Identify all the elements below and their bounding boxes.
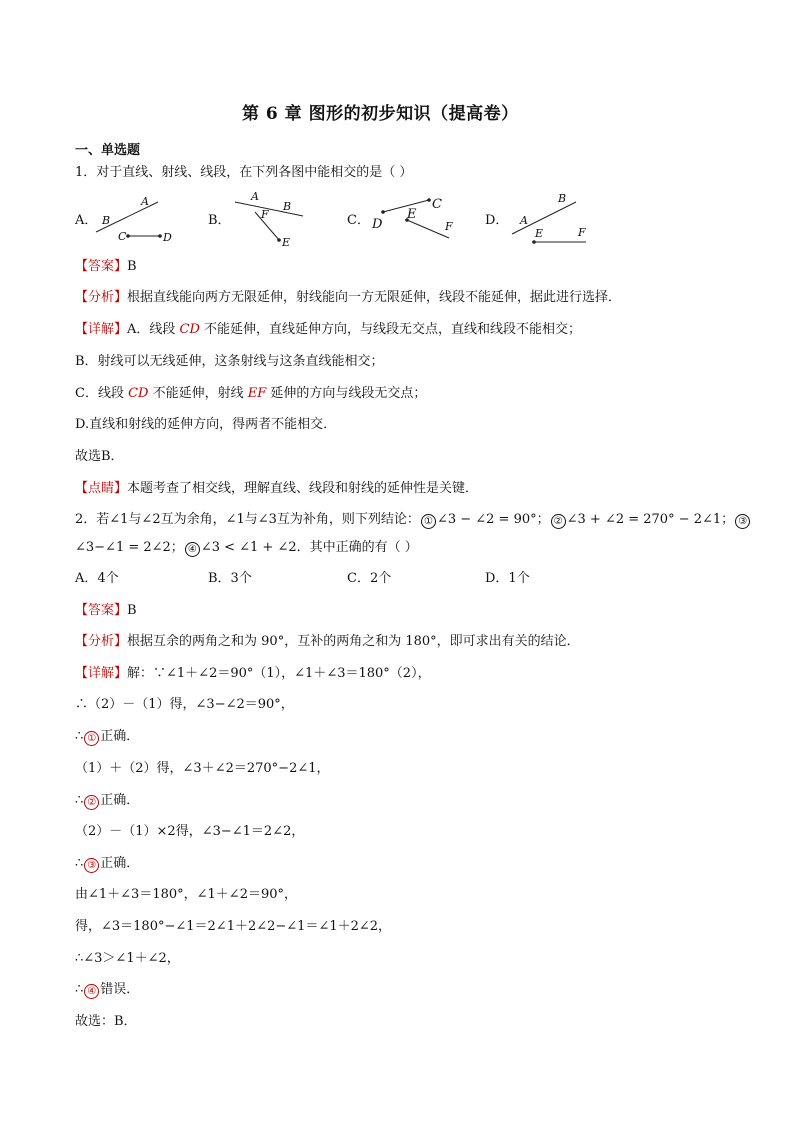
q2-detail-line9: 得，∠3＝180°−∠1＝2∠1＋2∠2−∠1＝∠1＋2∠2， [75,919,392,934]
q2-detail-line1 [75,666,431,682]
q2-stem-line1 [75,512,751,529]
ray-name: EF [247,386,267,401]
circled-number: ③ [84,858,99,873]
point-label: C [432,197,442,212]
analysis-tag: 【分析】 [75,290,128,305]
q2-analysis [75,634,580,650]
q1-choose: 故选B． [75,449,124,464]
text: 不能延伸，射线 [148,386,248,401]
point-label: C [118,230,127,243]
point-label: A [520,214,528,227]
q1-option-a-figure [88,190,188,252]
circled-number: ③ [735,514,750,529]
text: C．线段 [75,386,129,401]
q2-detail-line5 [75,793,139,810]
point-label: D [163,231,172,244]
q2-detail-line8: 由∠1＋∠3＝180°，∠1＋∠2＝90°， [75,887,298,902]
point-label: F [261,208,269,221]
answer-tag: 【答案】 [75,603,128,618]
detail-tag: 【详解】 [75,322,128,337]
circled-number: ④ [185,542,200,557]
q1-detail-c [75,386,426,402]
q2-stem-line2 [75,540,418,557]
q2-option-d: D．1个 [485,571,530,586]
section-heading: 一、单选题 [75,143,141,158]
q1-analysis [75,290,621,306]
point-label: E [535,227,544,240]
therefore-sign: ∴ [75,729,84,744]
q2-answer [75,603,137,619]
segment-name: CD [179,322,200,337]
q2-detail-line11 [75,982,139,999]
point-label: D [372,217,383,232]
q1-option-b-figure [225,186,315,252]
comment-text: 本题考查了相交线，理解直线、线段和射线的延伸性是关键． [127,481,479,496]
point-label: E [282,236,291,249]
q1-option-d-label: D． [485,213,509,228]
q1-stem: 1．对于直线、射线、线段，在下列各图中能相交的是（ ） [75,165,413,180]
analysis-text: 根据互余的两角之和为 90°，互补的两角之和为 180°，即可求出有关的结论． [127,634,580,649]
q2-option-b: B．3个 [208,571,252,586]
circled-number: ② [551,514,566,529]
answer-tag: 【答案】 [75,259,128,274]
point-label: F [578,226,586,239]
q1-detail-b: B．射线可以无线延伸，这条射线与这条直线能相交； [75,354,384,369]
point-label: E [407,207,417,222]
circled-number: ② [84,795,99,810]
text: A．线段 [127,322,180,337]
q2-detail-line7 [75,856,139,873]
q1-option-a-label: A． [75,213,98,228]
detail-tag: 【详解】 [75,666,128,681]
q2-option-c: C．2个 [347,571,392,586]
text: 2．若∠1与∠2互为余角，∠1与∠3互为补角，则下列结论： [75,512,420,527]
q1-answer [75,259,137,275]
therefore-sign: ∴ [75,793,84,808]
q1-option-c-label: C． [347,213,370,228]
point-label: A [141,195,149,208]
comment-tag: 【点睛】 [75,481,128,496]
q2-choose: 故选：B． [75,1014,137,1029]
q2-detail-line2: ∴（2）－（1）得，∠3−∠2＝90°， [75,697,294,712]
q2-detail-line3 [75,729,139,746]
answer-value: B [127,259,137,274]
q1-comment [75,481,478,497]
therefore-sign: ∴ [75,856,84,871]
point-label: F [445,220,453,233]
text: 解：∵∠1＋∠2＝90°（1），∠1＋∠3＝180°（2）， [127,666,431,681]
text: 错误． [100,982,140,997]
text: ∠3−∠1 = 2∠2； [75,540,184,555]
q1-option-b-label: B． [208,213,231,228]
segment-name: CD [128,386,149,401]
text: 延伸的方向与线段无交点； [266,386,427,401]
text: 正确． [100,729,140,744]
q1-detail-d: D.直线和射线的延伸方向，得两者不能相交． [75,417,337,432]
text: 正确． [100,793,140,808]
text: ∠3 < ∠1 + ∠2．其中正确的有（ ） [200,540,418,555]
q2-detail-line6: （2）－（1）×2得，∠3−∠1＝2∠2， [75,824,305,839]
analysis-tag: 【分析】 [75,634,128,649]
point-label: A [251,190,259,203]
circled-number: ① [84,731,99,746]
analysis-text: 根据直线能向两方无限延伸，射线能向一方无限延伸，线段不能延伸，据此进行选择． [127,290,622,305]
point-label: B [102,214,111,227]
q2-detail-line4: （1）＋（2）得，∠3＋∠2＝270°−2∠1， [75,761,330,776]
page-title: 第 6 章 图形的初步知识（提高卷） [242,104,519,124]
circled-number: ① [421,514,436,529]
q1-option-c-figure [365,186,465,252]
text: 不能延伸，直线延伸方向，与线段无交点，直线和线段不能相交； [199,322,582,337]
text: ∠3 + ∠2 = 270° − 2∠1； [566,512,735,527]
therefore-sign: ∴ [75,982,84,997]
q2-detail-line10: ∴∠3＞∠1＋∠2， [75,951,180,966]
point-label: B [283,200,292,213]
text: ∠3 − ∠2 = 90°； [436,512,550,527]
point-label: B [558,192,567,205]
text: 正确． [100,856,140,871]
q1-detail-a [75,322,581,338]
q1-option-d-figure [500,188,600,250]
answer-value: B [127,603,137,618]
q2-option-a: A．4个 [75,571,119,586]
circled-number: ④ [84,984,99,999]
